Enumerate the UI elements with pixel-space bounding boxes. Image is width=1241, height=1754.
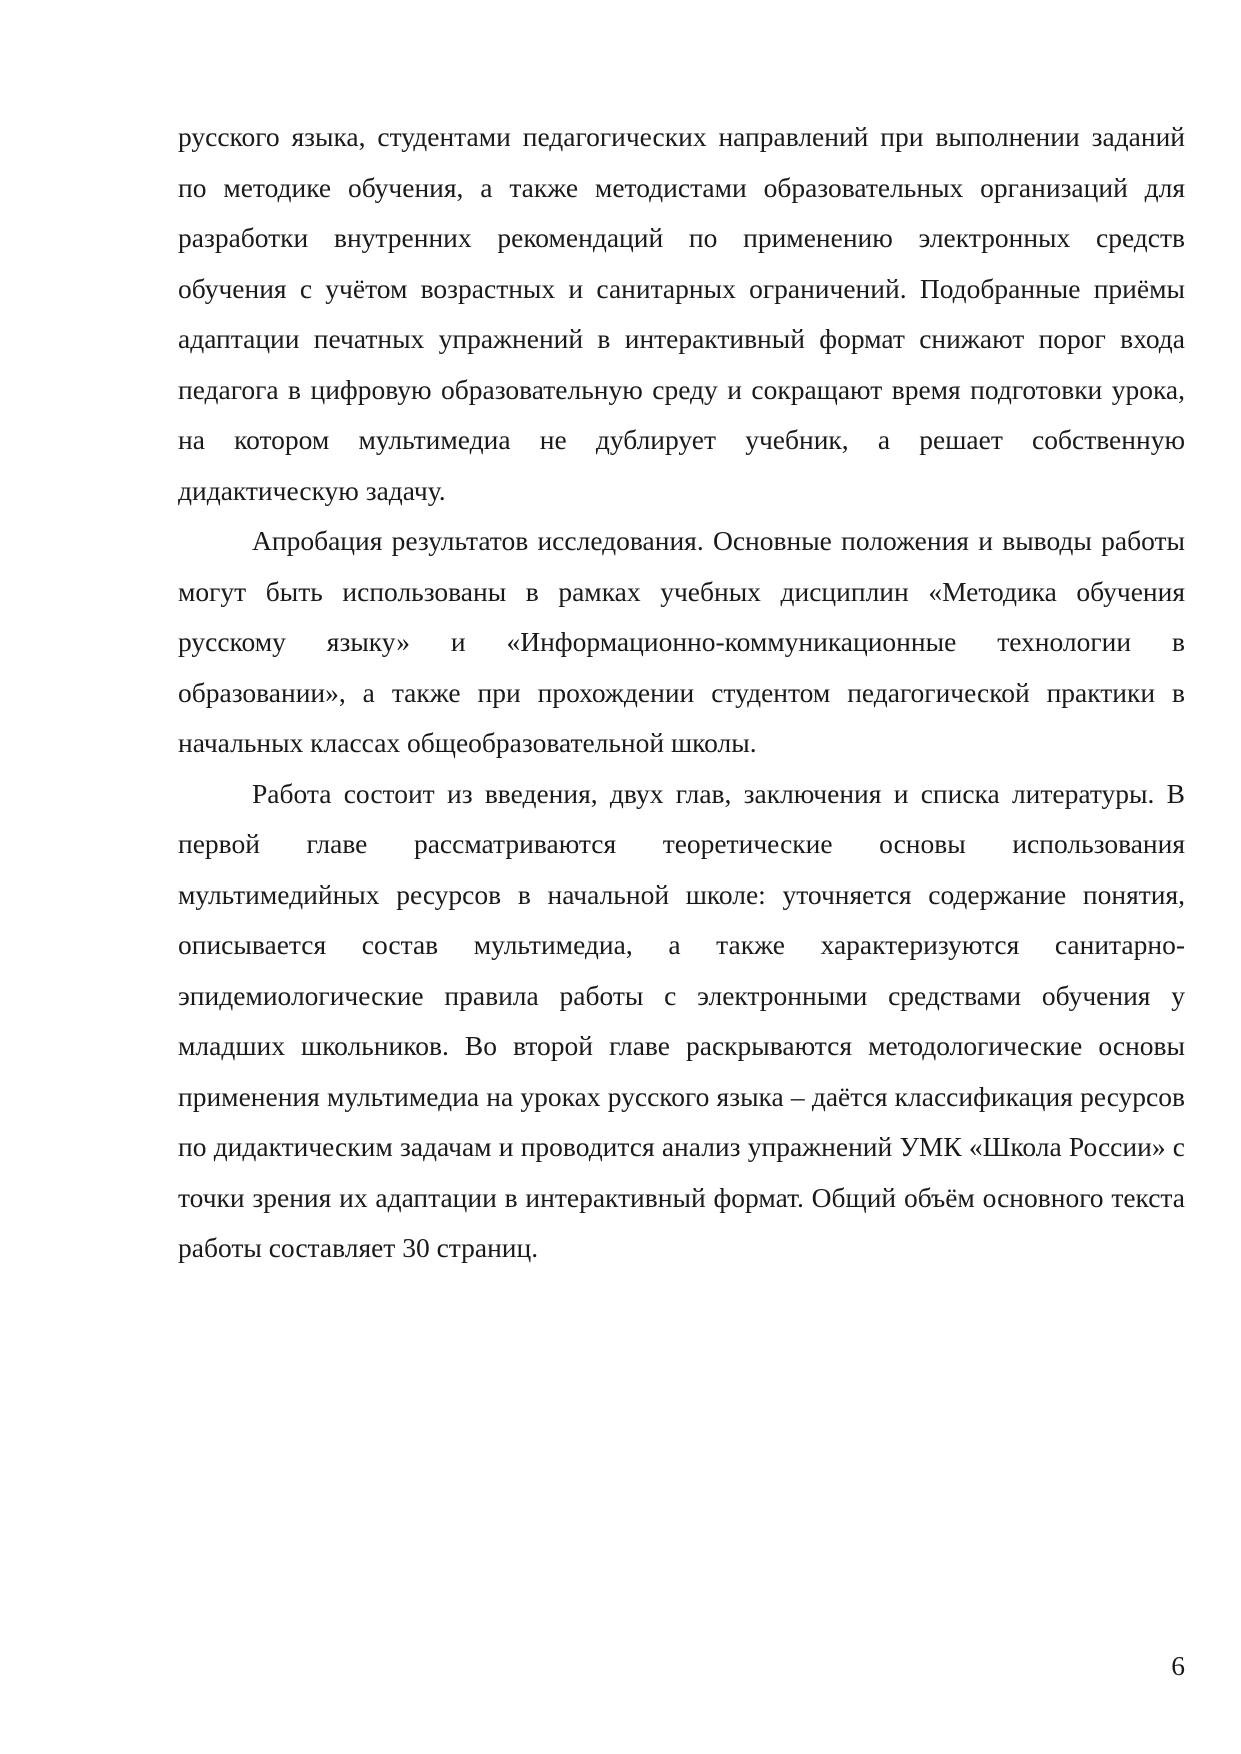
paragraph-structure: Работа состоит из введения, двух глав, заключения и списка литературы. В первой главе рассматриваются теоретические основы использования мультимедийных ресурсов в начальной школе: уточняется содержание понятия, описывается состав мультимедиа, а также характеризуются санитарно-эпидемиологические правила работы с электронными средствами обучения у младших школьников. Во второй главе раскрываются методологические основы применения мультимедиа на уроках русского языка – даётся классификация ресурсов по дидактическим задачам и проводится анализ упражнений УМК «Школа России» с точки зрения их адаптации в интерактивный формат. Общий объём основного текста работы составляет 30 страниц.	[178, 777, 1185, 1263]
body-text	[178, 112, 1185, 1274]
paragraph-continuation: русского языка, студентами педагогических направлений при выполнении заданий по методике обучения, а также методистами образовательных организаций для разработки внутренних рекомендаций по применению электронных средств обучения с учётом возрастных и санитарных ограничений. Подобранные приёмы адаптации печатных упражнений в интерактивный формат снижают порог входа педагога в цифровую образовательную среду и сокращают время подготовки урока, на котором мультимедиа не дублирует учебник, а решает собственную дидактическую задачу.	[178, 121, 1185, 506]
page-number: 6	[1171, 1650, 1185, 1681]
paragraph-approbation: Апробация результатов исследования. Основные положения и выводы работы могут быть использованы в рамках учебных дисциплин «Методика обучения русскому языку» и «Информационно-коммуникационные технологии в образовании», а также при прохождении студентом педагогической практики в начальных классах общеобразовательной школы.	[178, 525, 1185, 758]
